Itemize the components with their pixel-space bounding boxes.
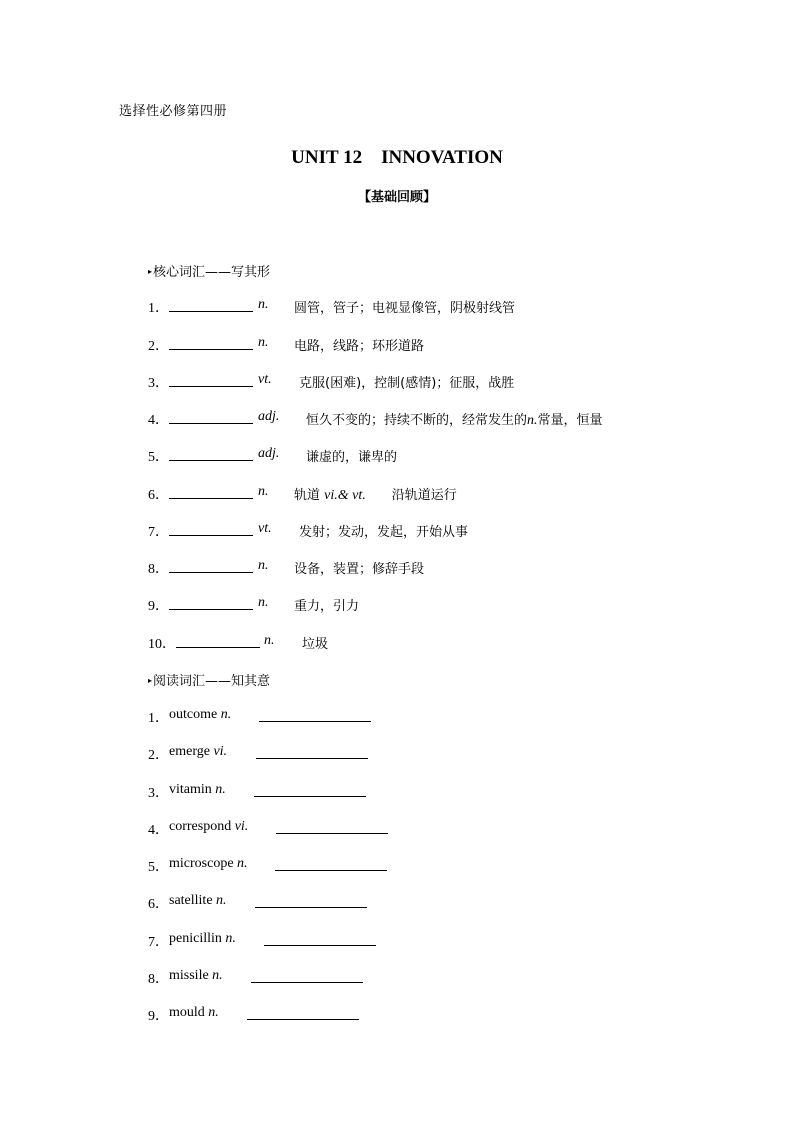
word-text: mould <box>169 1005 205 1020</box>
item-number: 3． <box>148 376 169 391</box>
part-of-speech: vi. <box>213 744 228 759</box>
chinese-meaning <box>306 409 603 429</box>
part-of-speech: n. <box>208 1005 219 1020</box>
answer-blank[interactable] <box>254 796 366 797</box>
part-of-speech: n. <box>258 335 269 350</box>
chinese-meaning: 重力，引力 <box>294 599 360 614</box>
part-of-speech: n. <box>258 297 269 312</box>
chinese-meaning <box>294 484 457 504</box>
unit-title: UNIT 12 INNOVATION <box>291 147 503 168</box>
part-of-speech: n. <box>258 595 269 610</box>
item-number: 7． <box>148 935 169 950</box>
part-of-speech: vt. <box>258 521 272 536</box>
section-heading-core-vocab <box>148 261 270 280</box>
word-text: microscope <box>169 856 234 871</box>
item-number: 6． <box>148 488 169 503</box>
book-volume-note: 选择性必修第四册 <box>119 104 228 119</box>
item-number: 5． <box>148 450 169 465</box>
triangle-bullet-icon: ▸ <box>148 676 153 685</box>
meaning-text: 轨道 <box>294 488 325 503</box>
word-text: outcome <box>169 707 218 722</box>
answer-blank[interactable] <box>169 311 253 312</box>
answer-blank[interactable] <box>255 907 367 908</box>
chinese-meaning: 垃圾 <box>302 637 329 652</box>
section-heading-text: 阅读词汇——知其意 <box>153 674 271 689</box>
item-number: 4． <box>148 413 169 428</box>
section-heading-reading-vocab <box>148 670 270 689</box>
english-word <box>169 893 227 909</box>
answer-blank[interactable] <box>169 386 253 387</box>
section-heading-text: 核心词汇——写其形 <box>153 265 271 280</box>
item-number: 8． <box>148 562 169 577</box>
part-of-speech: adj. <box>258 409 280 424</box>
item-number: 3． <box>148 786 169 801</box>
part-of-speech: vi. <box>234 819 249 834</box>
english-word <box>169 856 248 872</box>
part-of-speech: adj. <box>258 446 280 461</box>
answer-blank[interactable] <box>169 535 253 536</box>
word-text: satellite <box>169 893 213 908</box>
word-text: emerge <box>169 744 210 759</box>
chinese-meaning: 发射；发动，发起，开始从事 <box>299 525 469 540</box>
answer-blank[interactable] <box>169 349 253 350</box>
item-number: 4． <box>148 823 169 838</box>
meaning-part-of-speech: vi.& vt. <box>324 488 366 503</box>
meaning-text: 恒久不变的；持续不断的，经常发生的 <box>306 413 528 428</box>
answer-blank[interactable] <box>276 833 388 834</box>
english-word <box>169 931 236 947</box>
answer-blank[interactable] <box>264 945 376 946</box>
item-number: 2． <box>148 339 169 354</box>
english-word <box>169 819 248 835</box>
chinese-meaning: 电路，线路；环形道路 <box>294 339 425 354</box>
answer-blank[interactable] <box>247 1019 359 1020</box>
word-text: missile <box>169 968 209 983</box>
part-of-speech: n. <box>258 484 269 499</box>
section-subtitle: 【基础回顾】 <box>357 190 436 205</box>
item-number: 9． <box>148 599 169 614</box>
word-text: vitamin <box>169 782 212 797</box>
answer-blank[interactable] <box>259 721 371 722</box>
word-text: correspond <box>169 819 232 834</box>
meaning-part-of-speech: n. <box>527 413 538 428</box>
part-of-speech: n. <box>216 893 227 908</box>
part-of-speech: n. <box>220 707 232 722</box>
answer-blank[interactable] <box>275 870 387 871</box>
english-word <box>169 744 227 760</box>
part-of-speech: n. <box>237 856 248 871</box>
chinese-meaning: 克服(困难)，控制(感情)；征服，战胜 <box>299 376 515 391</box>
item-number: 8． <box>148 972 169 987</box>
chinese-meaning: 设备，装置；修辞手段 <box>294 562 425 577</box>
answer-blank[interactable] <box>169 609 253 610</box>
chinese-meaning: 谦虚的，谦卑的 <box>306 450 398 465</box>
english-word <box>169 968 223 984</box>
meaning-text: 沿轨道运行 <box>391 488 457 503</box>
part-of-speech: n. <box>225 931 236 946</box>
item-number: 10． <box>148 637 176 652</box>
part-of-speech: n. <box>264 633 275 648</box>
english-word <box>169 707 231 723</box>
answer-blank[interactable] <box>251 982 363 983</box>
english-word <box>169 1005 219 1021</box>
item-number: 7． <box>148 525 169 540</box>
item-number: 1． <box>148 711 169 726</box>
part-of-speech: vt. <box>258 372 272 387</box>
english-word <box>169 782 226 798</box>
answer-blank[interactable] <box>169 498 253 499</box>
item-number: 5． <box>148 860 169 875</box>
answer-blank[interactable] <box>169 460 253 461</box>
answer-blank[interactable] <box>169 423 253 424</box>
part-of-speech: n. <box>258 558 269 573</box>
part-of-speech: n. <box>212 968 223 983</box>
item-number: 6． <box>148 897 169 912</box>
answer-blank[interactable] <box>256 758 368 759</box>
item-number: 1． <box>148 301 169 316</box>
answer-blank[interactable] <box>169 572 253 573</box>
item-number: 2． <box>148 748 169 763</box>
meaning-text: 常量，恒量 <box>537 413 603 428</box>
item-number: 9． <box>148 1009 169 1024</box>
part-of-speech: n. <box>215 782 226 797</box>
chinese-meaning: 圆管，管子；电视显像管，阴极射线管 <box>294 301 516 316</box>
answer-blank[interactable] <box>176 647 260 648</box>
word-text: penicillin <box>169 931 222 946</box>
triangle-bullet-icon: ▸ <box>148 267 153 276</box>
